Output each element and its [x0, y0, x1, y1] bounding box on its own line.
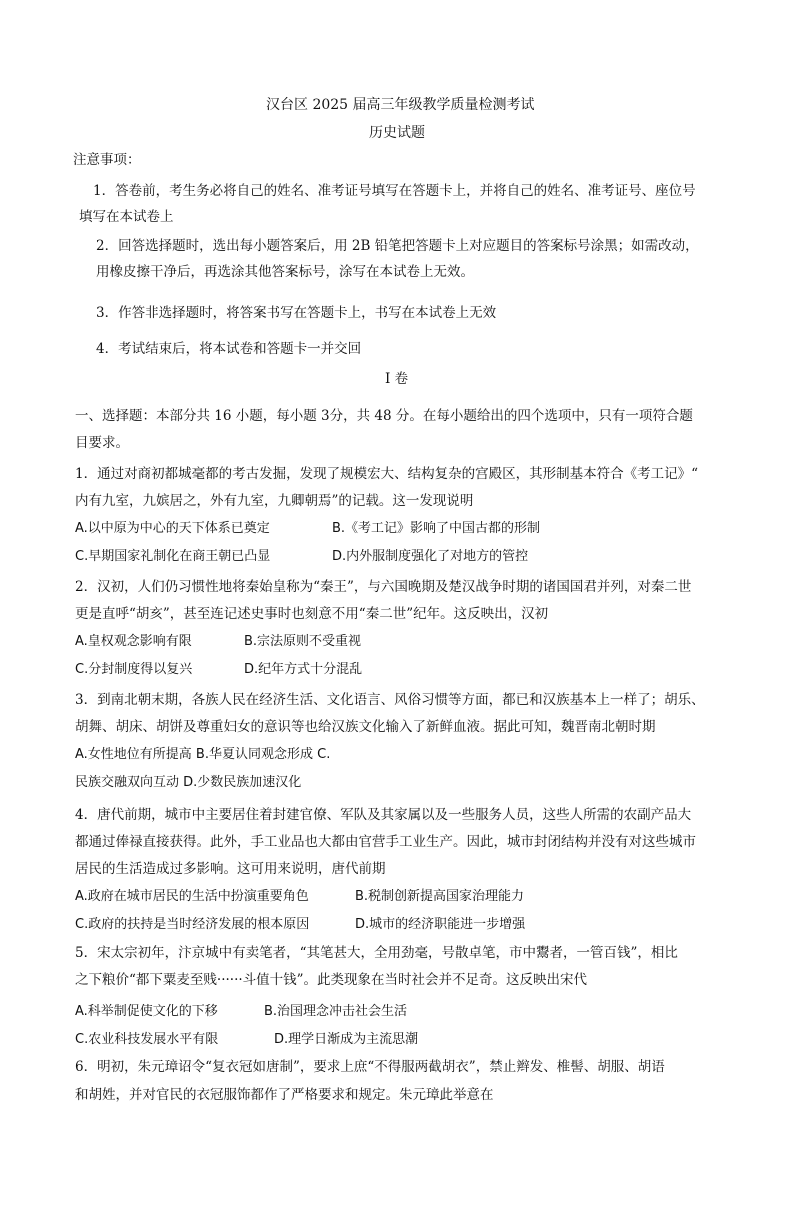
question-stem: 内有九室，九嫔居之，外有九室，九卿朝焉”的记载。这一发现说明 [75, 493, 474, 509]
option-a: A.政府在城市居民的生活中扮演重要角色 [75, 889, 309, 904]
option-b: B.《考工记》影响了中国古都的形制 [332, 521, 541, 536]
option-c: C.分封制度得以复兴 [75, 662, 193, 677]
notice-item: 3．作答非选择题时，将答案书写在答题卡上，书写在本试卷上无效 [96, 305, 497, 321]
option-line: 民族交融双向互动 D.少数民族加速汉化 [75, 775, 302, 790]
option-a: A.以中原为中心的天下体系已奠定 [75, 521, 270, 536]
option-b: B.税制创新提高国家治理能力 [355, 889, 525, 904]
option-line: A.女性地位有所提高 B.华夏认同观念形成 C. [75, 747, 331, 762]
option-b: B.宗法原则不受重视 [244, 634, 362, 649]
question-stem: 胡舞、胡床、胡饼及尊重妇女的意识等也给汉族文化输入了新鲜血液。据此可知，魏晋南北朝时期 [75, 719, 656, 735]
option-a: A.皇权观念影响有限 [75, 634, 192, 649]
notice-item: 4．考试结束后，将本试卷和答题卡一并交回 [96, 341, 362, 357]
option-d: D.纪年方式十分混乱 [244, 662, 363, 677]
section-intro: 一、选择题：本部分共 16 小题，每小题 3分，共 48 分。在每小题给出的四个选项中，只有一项符合题 [75, 408, 693, 424]
question-stem: 更是直呼“胡亥”，甚至连记述史事时也刻意不用“秦二世”纪年。这反映出，汉初 [75, 606, 549, 622]
section-intro: 目要求。 [75, 435, 129, 451]
notice-item: 用橡皮擦干净后，再选涂其他答案标号，涂写在本试卷上无效。 [96, 264, 474, 280]
option-a: A.科举制促使文化的下移 [75, 1004, 218, 1019]
exam-subject: 历史试题 [369, 125, 425, 141]
option-c: C.早期国家礼制化在商王朝已凸显 [75, 549, 271, 564]
option-d: D.城市的经济职能进一步增强 [355, 917, 526, 932]
question-stem: 之下粮价“都下粟麦至贱······斗值十钱”。此类现象在当时社会并不足奇。这反映出宋代 [75, 972, 588, 988]
option-d: D.理学日渐成为主流思潮 [274, 1032, 419, 1047]
notice-item: 2．回答选择题时，选出每小题答案后，用 2B 铅笔把答题卡上对应题目的答案标号涂黑；如需改动， [96, 238, 699, 254]
question-stem: 3．到南北朝末期，各族人民在经济生活、文化语言、风俗习惯等方面，都已和汉族基本上一样了；胡乐、 [75, 692, 705, 708]
question-stem: 都通过俸禄直接获得。此外，手工业品也大都由官营手工业生产。因此，城市封闭结构并没有对这些城市 [75, 834, 696, 850]
option-b: B.治国理念冲击社会生活 [264, 1004, 408, 1019]
option-d: D.内外服制度强化了对地方的管控 [332, 549, 529, 564]
volume-label: I 卷 [385, 371, 409, 387]
option-c: C.政府的扶持是当时经济发展的根本原因 [75, 917, 310, 932]
option-c: C.农业科技发展水平有限 [75, 1032, 219, 1047]
notice-item: 1．答卷前，考生务必将自己的姓名、准考证号填写在答题卡上，并将自己的姓名、准考证号、座位号 [93, 183, 696, 199]
exam-title: 汉台区 2025 届高三年级教学质量检测考试 [266, 97, 535, 113]
question-stem: 6．明初，朱元璋诏令“复衣冠如唐制”，要求上庶“不得服两截胡衣”，禁止辫发、椎髻、胡服、胡语 [75, 1059, 665, 1075]
notice-heading: 注意事项： [73, 152, 141, 168]
question-stem: 居民的生活造成过多影响。这可用来说明，唐代前期 [75, 861, 386, 877]
question-stem: 5．宋太宗初年，汴京城中有卖笔者，“其笔甚大，全用劲毫，号散卓笔，市中鬻者，一管百钱”，相比 [75, 945, 678, 961]
question-stem: 4．唐代前期，城市中主要居住着封建官僚、军队及其家属以及一些服务人员，这些人所需的农副产品大 [75, 807, 692, 823]
notice-item: 填写在本试卷上 [79, 209, 174, 225]
question-stem: 2．汉初，人们仍习惯性地将秦始皇称为“秦王”，与六国晚期及楚汉战争时期的诸国国君并列，对秦二世 [75, 579, 692, 595]
question-stem: 1．通过对商初都城毫都的考古发掘，发现了规模宏大、结构复杂的宫殿区，其形制基本符合《考工记》“ [75, 466, 698, 482]
question-stem: 和胡姓，并对官民的衣冠服饰都作了严格要求和规定。朱元璋此举意在 [75, 1087, 494, 1103]
